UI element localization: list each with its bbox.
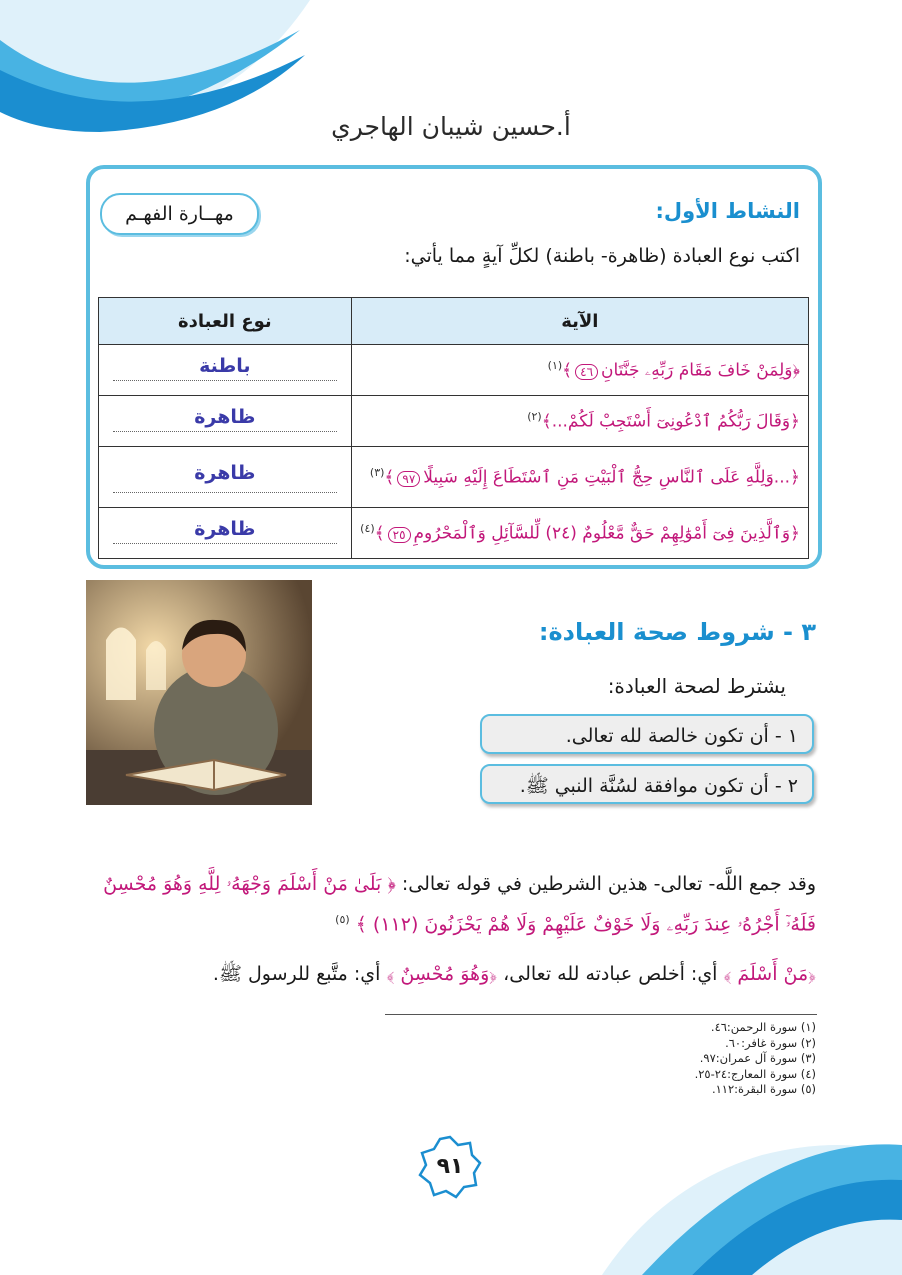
- ayah-table: [98, 297, 809, 559]
- author-name: أ.حسين شيبان الهاجري: [331, 112, 571, 141]
- quran-verse: ﴿ بَلَىٰ مَنْ أَسْلَمَ وَجْهَهُۥ لِلَّهِ وَهُوَ مُحْسِنٌ فَلَهُۥٓ أَجْرُهُۥ عِندَ رَبِّهِۦ وَلَا خَوْفٌ عَلَيْهِمْ وَلَا هُمْ يَحْزَنُونَ (١١٢) ﴾: [103, 873, 816, 936]
- footer-decoration: [602, 1125, 902, 1275]
- activity-instruction: اكتب نوع العبادة (ظاهرة- باطنة) لكلِّ آيةٍ مما يأتي:: [404, 245, 800, 267]
- footnote-divider: [385, 1014, 817, 1015]
- page-number: ٩١: [436, 1154, 464, 1179]
- header-worship-type: نوع العبادة: [99, 298, 352, 345]
- condition-1: ١ - أن تكون خالصة لله تعالى.: [480, 714, 814, 754]
- footnote-ref: (٥): [335, 913, 350, 926]
- footnote-ref: (٢): [527, 410, 542, 424]
- footnote: (١) سورة الرحمن:٤٦.: [710, 1020, 816, 1034]
- paragraph-text: وقد جمع اللَّه- تعالى- هذين الشرطين في قوله تعالى:: [401, 873, 816, 895]
- ayah-number: ٢٥: [388, 527, 411, 543]
- explanation-text: أي: أخلص عبادته لله تعالى،: [497, 963, 724, 985]
- ayah-number: ٩٧: [397, 471, 420, 487]
- table-header-row: [99, 298, 809, 345]
- answer-cell[interactable]: [99, 447, 352, 508]
- section-title: ٣ - شروط صحة العبادة:: [538, 618, 816, 646]
- answer-text: ظاهرة: [194, 462, 256, 484]
- verse-fragment: ﴿وَهُوَ مُحْسِنٌ ﴾: [386, 963, 498, 985]
- footnote: (٣) سورة آل عمران:٩٧.: [699, 1051, 816, 1065]
- ayah-text: وَٱلَّذِينَ فِىٓ أَمْوَٰلِهِمْ حَقٌّ مَّعْلُومٌ (٢٤) لِّلسَّآئِلِ وَٱلْمَحْرُومِ: [413, 523, 791, 544]
- ayah-number: ٤٦: [575, 364, 598, 380]
- answer-cell[interactable]: [99, 345, 352, 396]
- ayah-text: وَلِمَنْ خَافَ مَقَامَ رَبِّهِۦ جَنَّتَانِ: [601, 360, 793, 381]
- activity-title: النشاط الأول:: [655, 199, 800, 223]
- header-ayah: الآية: [351, 298, 808, 345]
- footnote: (٥) سورة البقرة:١١٢.: [711, 1082, 816, 1096]
- ayah-text: ...وَلِلَّهِ عَلَى ٱلنَّاسِ حِجُّ ٱلْبَيْتِ مَنِ ٱسْتَطَاعَ إِلَيْهِ سَبِيلًا: [423, 467, 791, 488]
- answer-text: باطنة: [199, 355, 251, 377]
- answer-cell[interactable]: [99, 396, 352, 447]
- answer-text: ظاهرة: [194, 518, 256, 540]
- footnote-ref: (١): [547, 359, 563, 373]
- footnote-ref: (٣): [369, 466, 385, 480]
- answer-text: ظاهرة: [194, 406, 256, 428]
- paragraph-verse: [90, 866, 816, 942]
- footnotes: [695, 1020, 816, 1098]
- condition-2: ٢ - أن تكون موافقة لسُنَّة النبي ﷺ.: [480, 764, 814, 804]
- answer-cell[interactable]: [99, 508, 352, 559]
- footnote: (٤) سورة المعارج:٢٤-٢٥.: [694, 1066, 816, 1081]
- activity-box: [86, 165, 822, 569]
- skill-badge: مهــارة الفهـم: [100, 193, 259, 235]
- boy-reading-photo: [86, 580, 312, 805]
- section-intro: يشترط لصحة العبادة:: [607, 674, 786, 698]
- table-row: [99, 396, 809, 447]
- ayah-cell: ﴿وَٱلَّذِينَ فِىٓ أَمْوَٰلِهِمْ حَقٌّ مَّعْلُومٌ (٢٤) لِّلسَّآئِلِ وَٱلْمَحْرُومِ٢٥﴾$^{(٤)}$: [351, 508, 808, 559]
- explanation-text: أي: متَّبع للرسول ﷺ.: [212, 963, 387, 985]
- table-row: [99, 447, 809, 508]
- table-row: [99, 508, 809, 559]
- verse-fragment: ﴿مَنْ أَسْلَمَ ﴾: [723, 963, 816, 985]
- paragraph-explanation: [90, 956, 816, 992]
- ayah-cell: ﴿...وَلِلَّهِ عَلَى ٱلنَّاسِ حِجُّ ٱلْبَيْتِ مَنِ ٱسْتَطَاعَ إِلَيْهِ سَبِيلًا٩٧﴾$^{(٣)}$: [351, 447, 808, 508]
- ayah-cell: ﴿وَلِمَنْ خَافَ مَقَامَ رَبِّهِۦ جَنَّتَانِ٤٦﴾$^{(١)}$: [351, 345, 808, 396]
- table-row: [99, 345, 809, 396]
- footnote: (٢) سورة غافر:٦٠.: [725, 1035, 816, 1050]
- ayah-cell: ﴿وَقَالَ رَبُّكُمُ ٱدْعُونِىٓ أَسْتَجِبْ لَكُمْ...﴾$^{(٢)}$: [351, 396, 808, 447]
- footnote-ref: (٤): [360, 522, 375, 536]
- ayah-text: وَقَالَ رَبُّكُمُ ٱدْعُونِىٓ أَسْتَجِبْ لَكُمْ...: [551, 411, 791, 432]
